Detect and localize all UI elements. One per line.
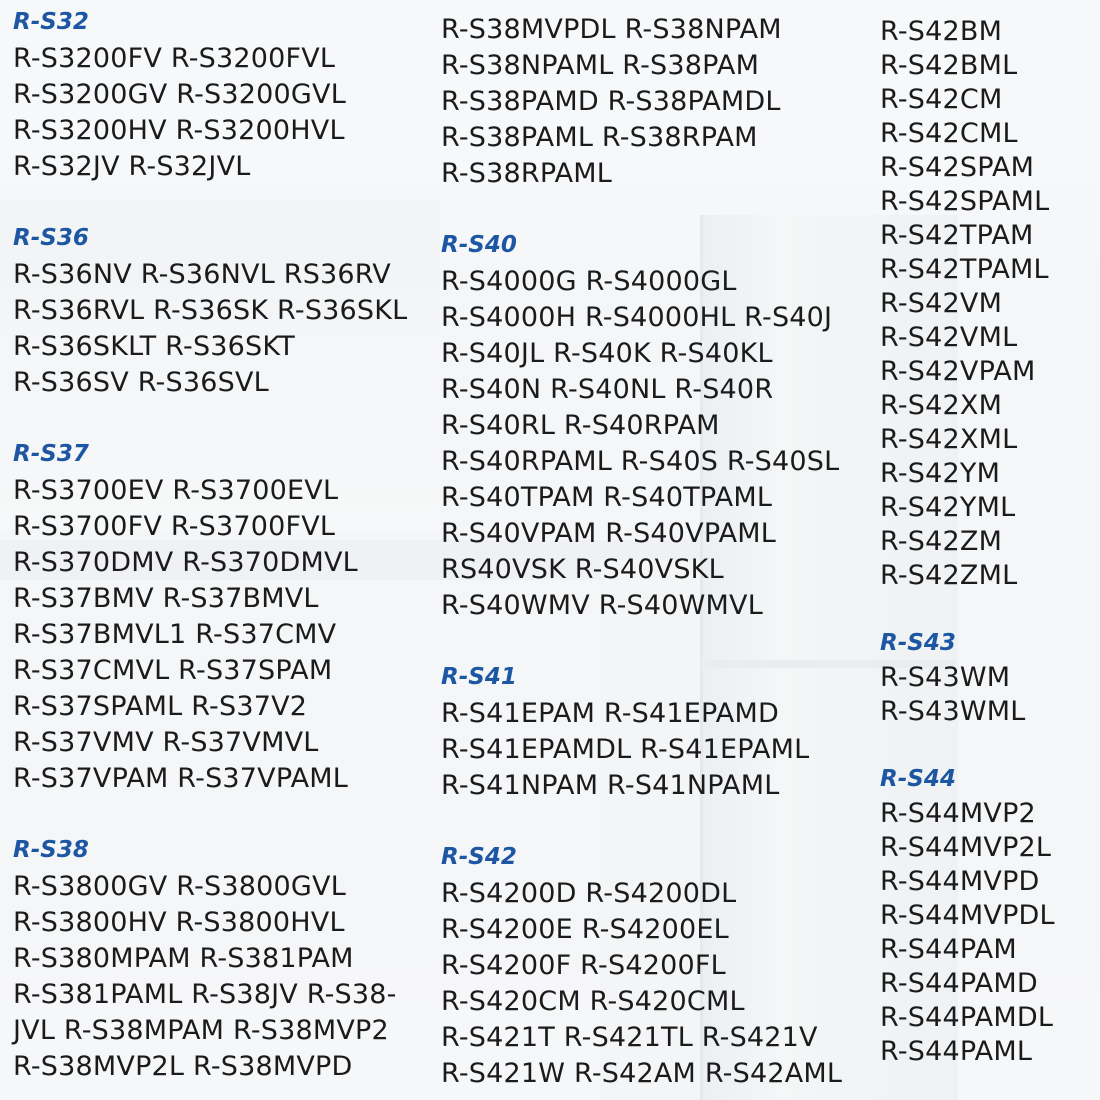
model-line: R-S36SKLT R-S36SKT	[13, 331, 295, 362]
model-line: R-S36SV R-S36SVL	[13, 367, 269, 398]
model-line: R-S41EPAMDL R-S41EPAML	[441, 734, 810, 765]
model-line: R-S41EPAM R-S41EPAMD	[441, 698, 779, 729]
model-line: R-S44PAML	[880, 1036, 1033, 1067]
model-line: R-S44MVP2L	[880, 832, 1052, 863]
model-line: R-S420CM R-S420CML	[441, 986, 745, 1017]
model-line: R-S3200GV R-S3200GVL	[13, 79, 346, 110]
section-heading: R-S32	[13, 9, 89, 35]
model-line: R-S42ZML	[880, 560, 1018, 591]
model-line: R-S44MVP2	[880, 798, 1036, 829]
model-line: R-S40RPAML R-S40S R-S40SL	[441, 446, 840, 477]
model-line: R-S38MVP2L R-S38MVPD	[13, 1051, 353, 1082]
model-line: R-S3200HV R-S3200HVL	[13, 115, 345, 146]
model-line: R-S42YM	[880, 458, 1001, 489]
model-line: R-S40RL R-S40RPAM	[441, 410, 720, 441]
model-line: R-S38PAMD R-S38PAMDL	[441, 86, 781, 117]
model-line: R-S44PAMD	[880, 968, 1038, 999]
model-line: R-S42CM	[880, 84, 1003, 115]
model-line: R-S381PAML R-S38JV R-S38-	[13, 979, 397, 1010]
model-line: R-S38NPAML R-S38PAM	[441, 50, 760, 81]
model-line: R-S32JV R-S32JVL	[13, 151, 251, 182]
model-line: R-S44PAM	[880, 934, 1017, 965]
model-line: JVL R-S38MPAM R-S38MVP2	[13, 1015, 389, 1046]
model-line: R-S37SPAML R-S37V2	[13, 691, 308, 722]
model-line: R-S43WM	[880, 662, 1011, 693]
model-line: RS40VSK R-S40VSKL	[441, 554, 724, 585]
model-line: R-S37VMV R-S37VMVL	[13, 727, 319, 758]
model-line: R-S38RPAML	[441, 158, 613, 189]
model-line: R-S4200F R-S4200FL	[441, 950, 726, 981]
model-line: R-S42VML	[880, 322, 1018, 353]
model-line: R-S3200FV R-S3200FVL	[13, 43, 336, 74]
model-line: R-S37VPAM R-S37VPAML	[13, 763, 349, 794]
model-line: R-S3800HV R-S3800HVL	[13, 907, 345, 938]
model-line: R-S42VM	[880, 288, 1003, 319]
model-line: R-S44MVPD	[880, 866, 1040, 897]
model-line: R-S37BMVL1 R-S37CMV	[13, 619, 337, 650]
model-line: R-S42CML	[880, 118, 1018, 149]
model-line: R-S41NPAM R-S41NPAML	[441, 770, 780, 801]
model-line: R-S40VPAM R-S40VPAML	[441, 518, 777, 549]
model-line: R-S37CMVL R-S37SPAM	[13, 655, 333, 686]
model-line: R-S42XML	[880, 424, 1018, 455]
model-line: R-S42SPAML	[880, 186, 1050, 217]
model-line: R-S42BML	[880, 50, 1018, 81]
model-line: R-S42VPAM	[880, 356, 1036, 387]
section-heading: R-S40	[441, 232, 517, 258]
model-line: R-S3800GV R-S3800GVL	[13, 871, 346, 902]
model-line: R-S44MVPDL	[880, 900, 1055, 931]
model-line: R-S380MPAM R-S381PAM	[13, 943, 354, 974]
section-heading: R-S42	[441, 844, 517, 870]
section-heading: R-S37	[13, 441, 89, 467]
section-heading: R-S36	[13, 225, 89, 251]
model-line: R-S4000G R-S4000GL	[441, 266, 737, 297]
model-line: R-S4200D R-S4200DL	[441, 878, 737, 909]
model-line: R-S40N R-S40NL R-S40R	[441, 374, 774, 405]
model-line: R-S42BM	[880, 16, 1003, 47]
model-line: R-S36RVL R-S36SK R-S36SKL	[13, 295, 408, 326]
model-line: R-S36NV R-S36NVL RS36RV	[13, 259, 391, 290]
model-line: R-S40TPAM R-S40TPAML	[441, 482, 773, 513]
model-line: R-S421W R-S42AM R-S42AML	[441, 1058, 843, 1089]
model-line: R-S40WMV R-S40WMVL	[441, 590, 763, 621]
model-line: R-S42TPAML	[880, 254, 1049, 285]
model-line: R-S3700FV R-S3700FVL	[13, 511, 336, 542]
section-heading: R-S41	[441, 664, 517, 690]
model-line: R-S43WML	[880, 696, 1026, 727]
model-line: R-S421T R-S421TL R-S421V	[441, 1022, 818, 1053]
model-line: R-S4200E R-S4200EL	[441, 914, 729, 945]
model-line: R-S3700EV R-S3700EVL	[13, 475, 339, 506]
model-line: R-S44PAMDL	[880, 1002, 1054, 1033]
model-line: R-S42SPAM	[880, 152, 1035, 183]
model-line: R-S370DMV R-S370DMVL	[13, 547, 358, 578]
section-heading: R-S44	[880, 766, 956, 792]
section-heading: R-S38	[13, 837, 89, 863]
model-line: R-S42ZM	[880, 526, 1003, 557]
model-line: R-S42YML	[880, 492, 1016, 523]
model-line: R-S37BMV R-S37BMVL	[13, 583, 319, 614]
model-line: R-S42TPAM	[880, 220, 1034, 251]
model-line: R-S38PAML R-S38RPAM	[441, 122, 758, 153]
section-heading: R-S43	[880, 630, 956, 656]
model-line: R-S4000H R-S4000HL R-S40J	[441, 302, 833, 333]
model-line: R-S40JL R-S40K R-S40KL	[441, 338, 773, 369]
model-line: R-S42XM	[880, 390, 1003, 421]
model-line: R-S38MVPDL R-S38NPAM	[441, 14, 782, 45]
